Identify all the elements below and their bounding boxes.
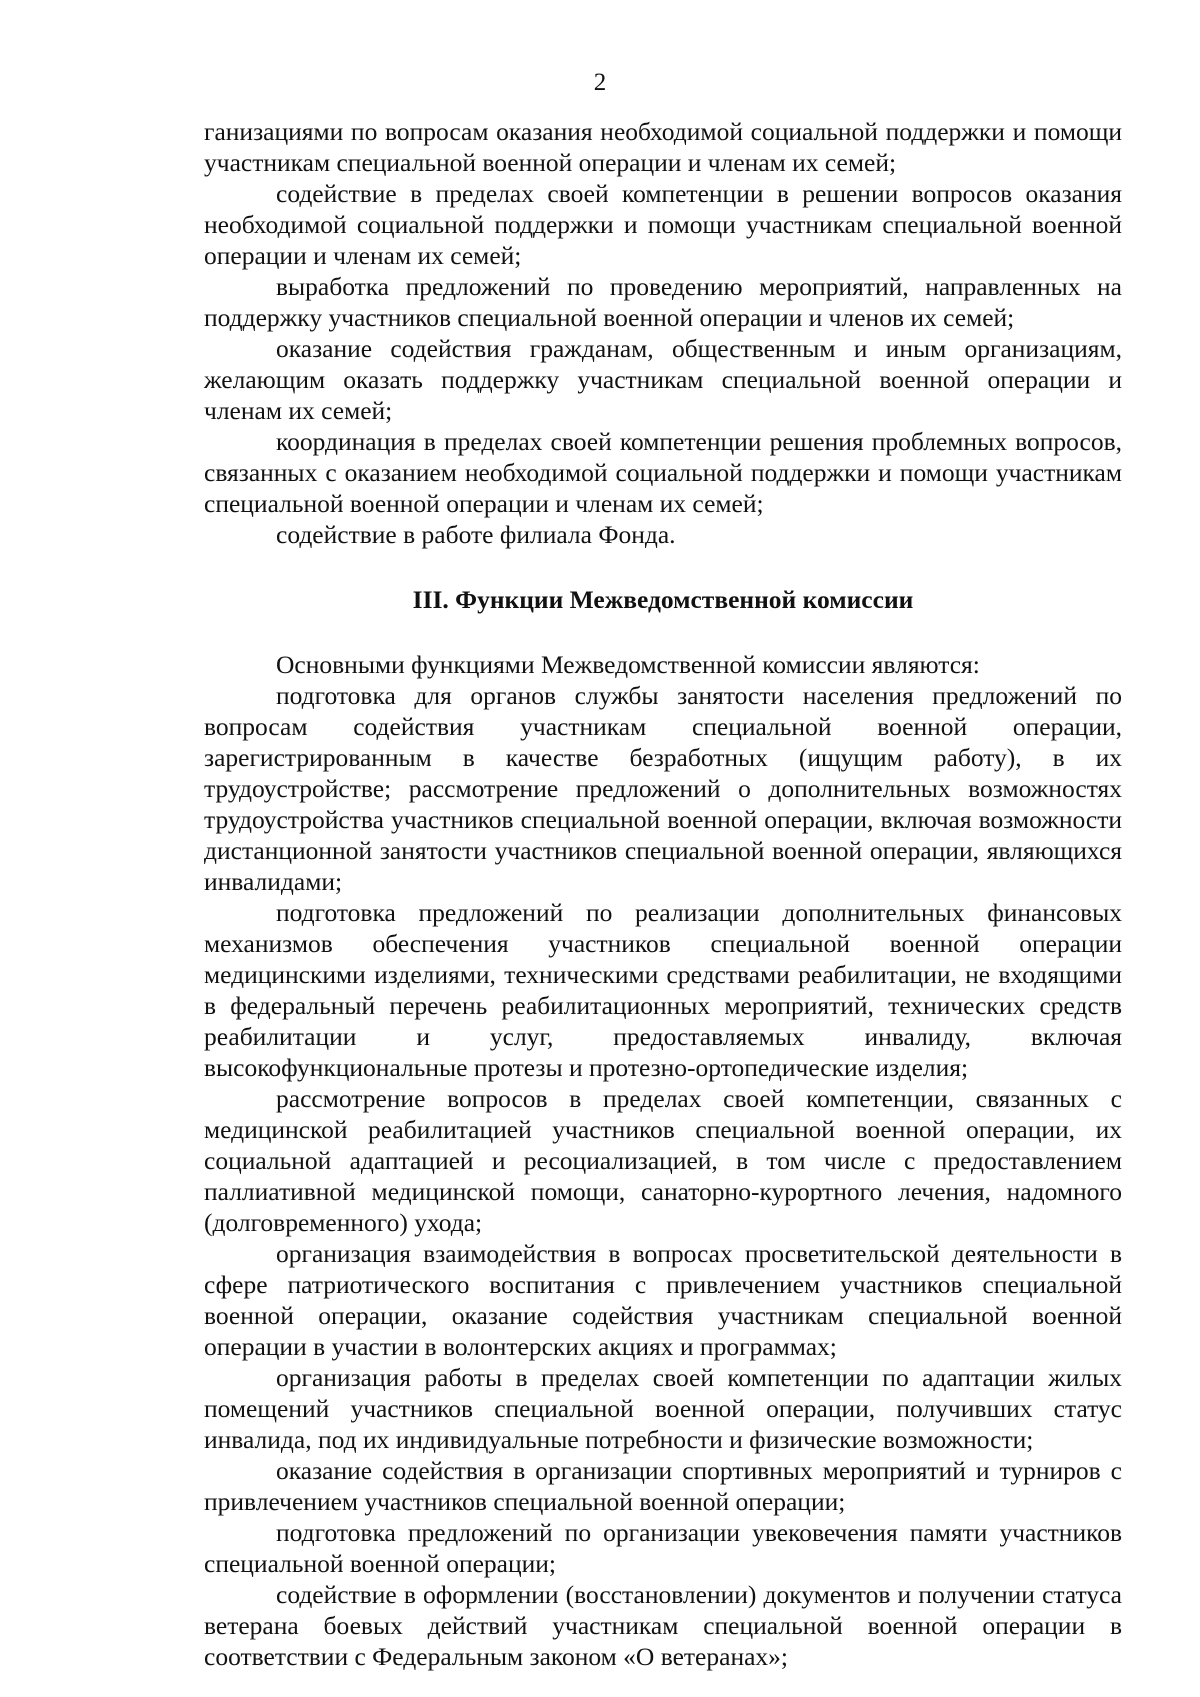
paragraph: организация работы в пределах своей компетенции по адаптации жилых помещений участников специальной военной операции, получивших статус инвалида, под их индивидуальные потребности и физические возможности; bbox=[204, 1363, 1122, 1454]
paragraph: подготовка предложений по организации увековечения памяти участников специальной военной операции; bbox=[204, 1518, 1122, 1578]
paragraph: оказание содействия в организации спортивных мероприятий и турниров с привлечением участников специальной военной операции; bbox=[204, 1456, 1122, 1516]
paragraph: содействие в работе филиала Фонда. bbox=[276, 520, 676, 549]
paragraph: рассмотрение вопросов в пределах своей компетенции, связанных с медицинской реабилитацией участников специальной военной операции, их социальной адаптацией и ресоциализацией, в том числе с предоставлением паллиативной медицинской помощи, санаторно-курортного лечения, надомного (долговременного) ухода; bbox=[204, 1084, 1122, 1237]
paragraph: организация взаимодействия в вопросах просветительской деятельности в сфере патриотического воспитания с привлечением участников специальной военной операции, оказание содействия участникам специальной военной операции в участии в волонтерских акциях и программах; bbox=[204, 1239, 1122, 1361]
paragraph: координация в пределах своей компетенции решения проблемных вопросов, связанных с оказанием необходимой социальной поддержки и помощи участникам специальной военной операции и членам их семей; bbox=[204, 427, 1122, 518]
paragraph: Основными функциями Межведомственной комиссии являются: bbox=[276, 650, 980, 679]
paragraph: выработка предложений по проведению мероприятий, направленных на поддержку участников специальной военной операции и членов их семей; bbox=[204, 272, 1122, 332]
paragraph: оказание содействия гражданам, общественным и иным организациям, желающим оказать поддержку участникам специальной военной операции и членам их семей; bbox=[204, 334, 1122, 425]
paragraph: содействие в пределах своей компетенции в решении вопросов оказания необходимой социальной поддержки и помощи участникам специальной военной операции и членам их семей; bbox=[204, 179, 1122, 270]
document-body bbox=[204, 116, 1122, 1672]
paragraph: подготовка предложений по реализации дополнительных финансовых механизмов обеспечения участников специальной военной операции медицинскими изделиями, техническими средствами реабилитации, не входящими в федеральный перечень реабилитационных мероприятий, технических средств реабилитации и услуг, предоставляемых инвалиду, включая высокофункциональные протезы и протезно-ортопедические изделия; bbox=[204, 898, 1122, 1082]
page-number: 2 bbox=[593, 69, 607, 96]
paragraph: содействие в оформлении (восстановлении) документов и получении статуса ветерана боевых действий участникам специальной военной операции в соответствии с Федеральным законом «О ветеранах»; bbox=[204, 1580, 1122, 1671]
section-heading: III. Функции Межведомственной комиссии bbox=[412, 585, 914, 614]
paragraph: подготовка для органов службы занятости населения предложений по вопросам содействия участникам специальной военной операции, зарегистрированным в качестве безработных (ищущим работу), в их трудоустройстве; рассмотрение предложений о дополнительных возможностях трудоустройства участников специальной военной операции, включая возможности дистанционной занятости участников специальной военной операции, являющихся инвалидами; bbox=[204, 681, 1122, 896]
paragraph: ганизациями по вопросам оказания необходимой социальной поддержки и помощи участникам специальной военной операции и членам их семей; bbox=[204, 117, 1122, 177]
